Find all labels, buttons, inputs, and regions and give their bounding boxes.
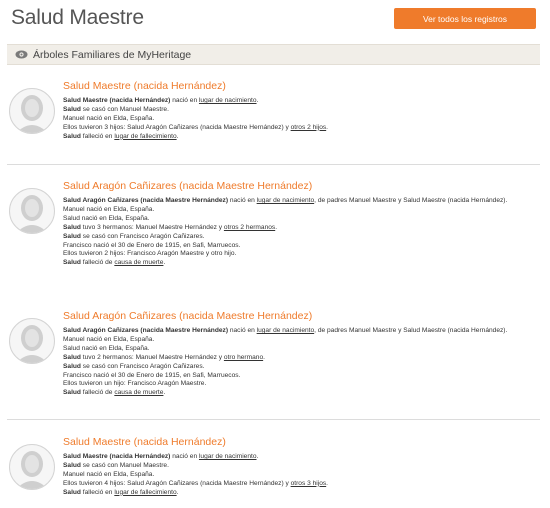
record-line: Salud Maestre (nacida Hernández) nació en lugar de nacimiento. — [63, 97, 259, 104]
record-title-link[interactable]: Salud Maestre (nacida Hernández) — [63, 436, 226, 448]
record-line: Ellos tuvieron un hijo: Francisco Aragón Maestre. — [63, 380, 207, 388]
record-line: Salud se casó con Francisco Aragón Cañizares. — [63, 232, 205, 240]
record-line: Salud falleció en lugar de fallecimiento. — [63, 132, 179, 140]
record-line: Salud nació en Elda, España. — [63, 344, 150, 352]
avatar-placeholder-icon — [9, 318, 55, 364]
record-line: Ellos tuvieron 4 hijos: Salud Aragón Cañizares (nacida Maestre Hernández) y otros 3 hijos. — [63, 479, 329, 487]
children-link[interactable]: otros 3 hijos — [290, 479, 327, 487]
children-link[interactable]: otros 2 hijos — [290, 123, 327, 131]
record-item — [0, 436, 550, 508]
record-line: Francisco nació el 30 de Enero de 1915, en Safi, Marruecos. — [63, 371, 241, 379]
record-line: Salud Maestre (nacida Hernández) nació en lugar de nacimiento. — [63, 453, 259, 460]
record-line: Salud se casó con Manuel Maestre. — [63, 461, 169, 469]
record-line: Manuel nació en Elda, España. — [63, 335, 155, 343]
record-item — [0, 80, 550, 160]
record-line: Salud tuvo 2 hermanos: Manuel Maestre Hernández y otro hermano. — [63, 353, 265, 361]
birthplace-link[interactable]: lugar de nacimiento — [198, 97, 257, 104]
record-item — [0, 180, 550, 290]
record-line: Salud falleció de causa de muerte. — [63, 259, 166, 267]
section-title: Árboles Familiares de MyHeritage — [33, 48, 192, 61]
record-line: Salud falleció de causa de muerte. — [63, 389, 166, 397]
record-line: Salud nació en Elda, España. — [63, 214, 150, 222]
record-line: Salud tuvo 3 hermanos: Manuel Maestre Hernández y otros 2 hermanos. — [63, 223, 278, 231]
record-line: Salud Aragón Cañizares (nacida Maestre Hernández) nació en lugar de nacimiento, de padres Manuel Maestre y Salud Maestre (nacida Hernández). — [63, 327, 508, 334]
cause-of-death-link[interactable]: causa de muerte — [114, 259, 164, 267]
record-line: Ellos tuvieron 2 hijos: Francisco Aragón Maestre y otro hijo. — [63, 250, 237, 258]
record-line: Salud Aragón Cañizares (nacida Maestre Hernández) nació en lugar de nacimiento, de padres Manuel Maestre y Salud Maestre (nacida Hernández). — [63, 197, 508, 204]
record-line: Francisco nació el 30 de Enero de 1915, en Safi, Marruecos. — [63, 241, 241, 249]
record-line: Manuel nació en Elda, España. — [63, 470, 155, 478]
record-line: Ellos tuvieron 3 hijos: Salud Aragón Cañizares (nacida Maestre Hernández) y otros 2 hijos. — [63, 123, 329, 131]
birthplace-link[interactable]: lugar de nacimiento — [256, 327, 315, 334]
record-line: Manuel nació en Elda, España. — [63, 205, 155, 213]
divider — [7, 419, 540, 420]
record-line: Salud se casó con Manuel Maestre. — [63, 105, 169, 113]
siblings-link[interactable]: otro hermano — [223, 353, 264, 361]
divider — [7, 164, 540, 165]
page-header — [0, 0, 550, 36]
record-title-link[interactable]: Salud Aragón Cañizares (nacida Maestre Hernández) — [63, 180, 313, 192]
record-item — [0, 310, 550, 410]
birthplace-link[interactable]: lugar de nacimiento — [256, 197, 315, 204]
deathplace-link[interactable]: lugar de fallecimiento — [114, 488, 177, 496]
record-line: Salud se casó con Francisco Aragón Cañizares. — [63, 362, 205, 370]
avatar-placeholder-icon — [9, 188, 55, 234]
siblings-link[interactable]: otros 2 hermanos — [223, 223, 276, 231]
avatar-placeholder-icon — [9, 88, 55, 134]
record-line: Manuel nació en Elda, España. — [63, 114, 155, 122]
avatar-placeholder-icon — [9, 444, 55, 490]
eye-icon — [15, 48, 28, 61]
deathplace-link[interactable]: lugar de fallecimiento — [114, 132, 177, 140]
record-line: Salud falleció en lugar de fallecimiento. — [63, 488, 179, 496]
record-title-link[interactable]: Salud Maestre (nacida Hernández) — [63, 80, 226, 92]
view-all-records-button[interactable]: Ver todos los registros — [394, 8, 536, 29]
record-title-link[interactable]: Salud Aragón Cañizares (nacida Maestre Hernández) — [63, 310, 313, 322]
page-title: Salud Maestre — [11, 6, 144, 29]
cause-of-death-link[interactable]: causa de muerte — [114, 389, 164, 397]
section-header[interactable] — [7, 44, 540, 65]
birthplace-link[interactable]: lugar de nacimiento — [198, 453, 257, 460]
